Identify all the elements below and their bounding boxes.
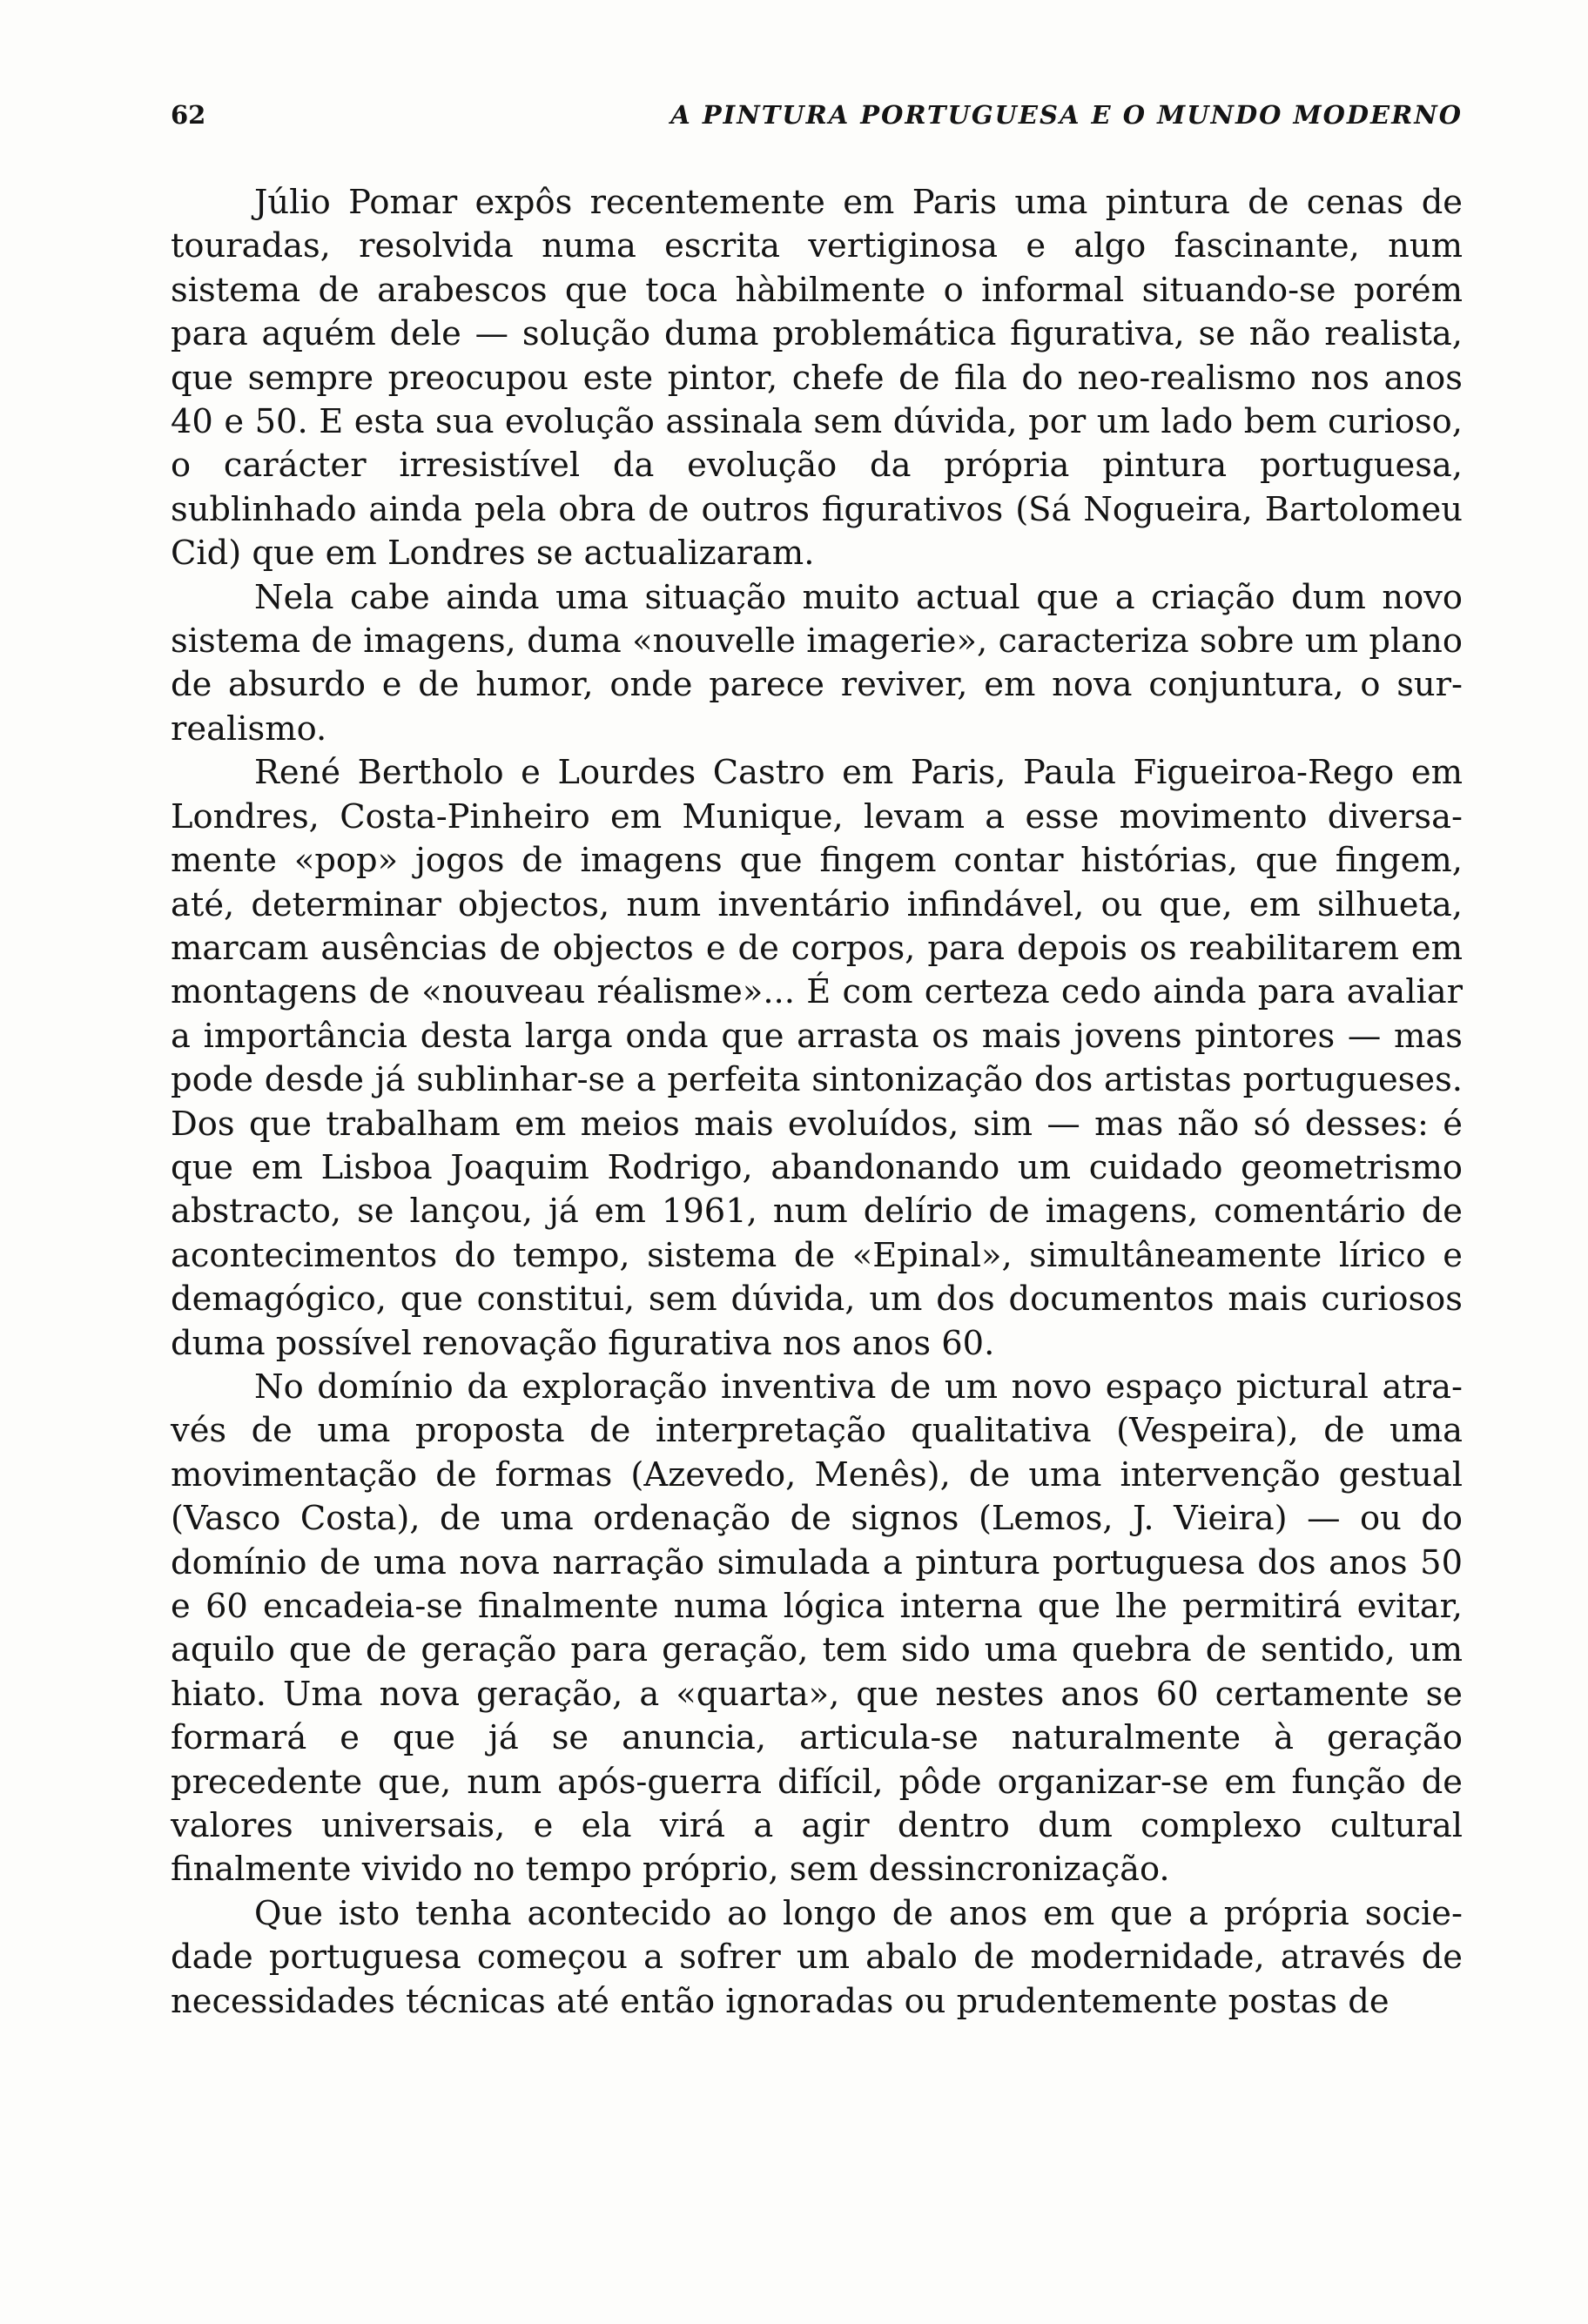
paragraph: Que isto tenha acontecido ao longo de anos em que a própria sociedade portuguesa começou a sofrer um abalo de modernidade, através de necessidades técnicas até então ignoradas ou prudentemente postas de: [171, 1893, 1463, 2021]
paragraph: Nela cabe ainda uma situação muito actual que a criação dum novo sistema de imagens, duma «nouvelle imagerie», caracteriza sobre um plano de absurdo e de humor, onde parece reviver, em nova conjuntura, o surrealismo.: [171, 577, 1463, 749]
body-text: [171, 181, 1463, 2024]
paragraph: Júlio Pomar expôs recentemente em Paris uma pintura de cenas de touradas, resolvida numa escrita vertiginosa e algo fascinante, num sistema de arabescos que toca hàbilmente o informal situando-se porém para aquém dele — solução duma problemática figurativa, se não realista, que sempre preocupou este pintor, chefe de fila do neo-realismo nos anos 40 e 50. E esta sua evolução assinala sem dúvida, por um lado bem curioso, o carácter irresistível da evolução da própria pintura portuguesa, sublinhado ainda pela obra de outros figurativos (Sá Nogueira, Bartolomeu Cid) que em Londres se actualizaram.: [171, 183, 1463, 574]
running-head: [171, 96, 1463, 134]
paragraph: René Bertholo e Lourdes Castro em Paris, Paula Figueiroa-Rego em Londres, Costa-Pinheiro em Munique, levam a esse movimento diversamente «pop» jogos de imagens que fingem contar histórias, que fingem, até, determinar objectos, num inventário infindável, ou que, em silhueta, marcam ausências de objectos e de corpos, para depois os reabilitarem em montagens de «nouveau réalisme»... É com certeza cedo ainda para avaliar a importância desta larga onda que arrasta os mais jovens pintores — mas pode desde já sublinhar-se a perfeita sintonização dos artistas portugueses. Dos que trabalham em meios mais evoluídos, sim — mas não só desses: é que em Lisboa Joaquim Rodrigo, abandonando um cuidado geometrismo abstracto, se lançou, já em 1961, num delírio de imagens, comentário de acontecimentos do tempo, sistema de «Epinal», simultâneamente lírico e demagógico, que constitui, sem dúvida, um dos documentos mais curiosos duma possível renovação figurativa nos anos 60.: [171, 753, 1463, 1363]
paragraph: No domínio da exploração inventiva de um novo espaço pictural através de uma proposta de interpretação qualitativa (Vespeira), de uma movimentação de formas (Azevedo, Menês), de uma intervenção gestual (Vasco Costa), de uma ordenação de signos (Lemos, J. Vieira) — ou do domínio de uma nova narração simulada a pintura portuguesa dos anos 50 e 60 encadeia-se finalmente numa lógica interna que lhe permitirá evitar, aquilo que de geração para geração, tem sido uma quebra de sentido, um hiato. Uma nova geração, a «quarta», que nestes anos 60 certamente se formará e que já se anuncia, articula-se naturalmente à geração precedente que, num após-guerra difícil, pôde organizar-se em função de valores universais, e ela virá a agir dentro dum complexo cultural finalmente vivido no tempo próprio, sem dessincronização.: [171, 1367, 1463, 1890]
running-title: A PINTURA PORTUGUESA E O MUNDO MODERNO: [670, 100, 1463, 130]
page-number: 62: [171, 100, 206, 130]
